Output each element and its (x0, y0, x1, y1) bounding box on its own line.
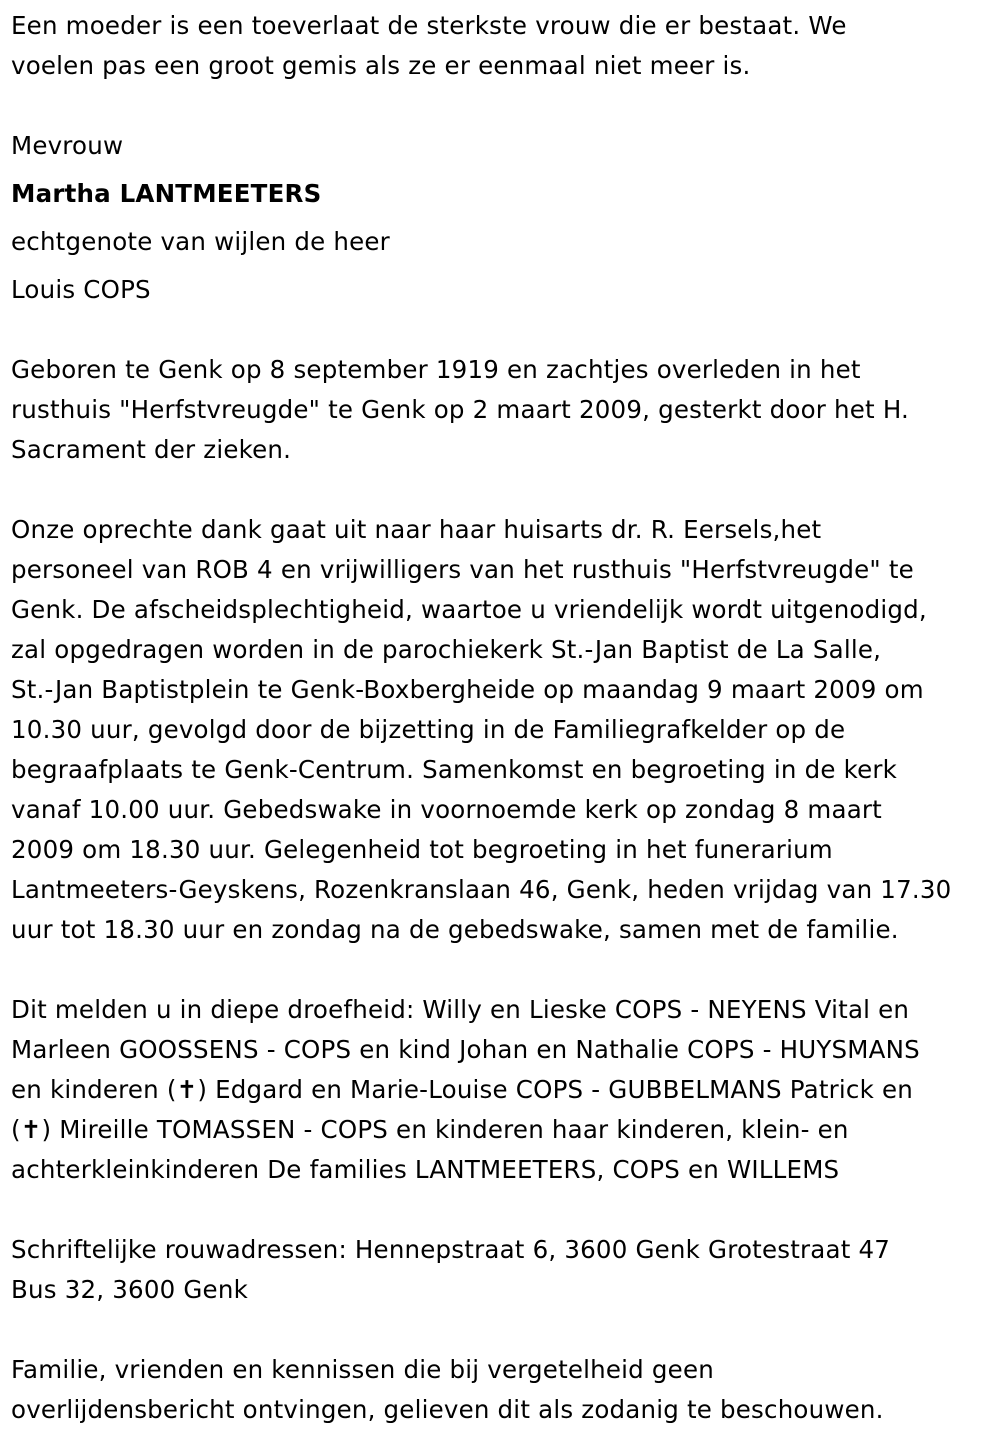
intro-paragraph (11, 6, 991, 86)
text-line: Een moeder is een toeverlaat de sterkste vrouw die er bestaat. We (11, 11, 847, 40)
text-line: Schriftelijke rouwadressen: Hennepstraat 6, 3600 Genk Grotestraat 47 (11, 1235, 891, 1264)
text-line: Marleen GOOSSENS - COPS en kind Johan en Nathalie COPS - HUYSMANS (11, 1035, 920, 1064)
addresses-paragraph (11, 1230, 991, 1310)
text-line: Dit melden u in diepe droefheid: Willy en Lieske COPS - NEYENS Vital en (11, 995, 910, 1024)
text-line: Sacrament der zieken. (11, 435, 292, 464)
text-line: 2009 om 18.30 uur. Gelegenheid tot begroeting in het funerarium (11, 835, 833, 864)
text-line: achterkleinkinderen De families LANTMEETERS, COPS en WILLEMS (11, 1155, 840, 1184)
text-line: Onze oprechte dank gaat uit naar haar huisarts dr. R. Eersels,het (11, 515, 822, 544)
text-line: vanaf 10.00 uur. Gebedswake in voornoemde kerk op zondag 8 maart (11, 795, 882, 824)
deceased-relation: echtgenote van wijlen de heer (11, 227, 390, 256)
birth-death-paragraph (11, 350, 991, 470)
text-line: voelen pas een groot gemis als ze er eenmaal niet meer is. (11, 51, 751, 80)
deceased-title: Mevrouw (11, 131, 124, 160)
text-line: Geboren te Genk op 8 september 1919 en zachtjes overleden in het (11, 355, 861, 384)
closing-paragraph (11, 1350, 991, 1430)
family-paragraph (11, 990, 991, 1190)
text-line: 10.30 uur, gevolgd door de bijzetting in de Familiegrafkelder op de (11, 715, 846, 744)
text-line: Lantmeeters-Geyskens, Rozenkranslaan 46, Genk, heden vrijdag van 17.30 (11, 875, 952, 904)
text-line: St.-Jan Baptistplein te Genk-Boxbergheide op maandag 9 maart 2009 om (11, 675, 924, 704)
text-line: en kinderen (✝) Edgard en Marie-Louise COPS - GUBBELMANS Patrick en (11, 1075, 913, 1104)
text-line: begraafplaats te Genk-Centrum. Samenkomst en begroeting in de kerk (11, 755, 898, 784)
text-line: Bus 32, 3600 Genk (11, 1275, 248, 1304)
text-line: (✝) Mireille TOMASSEN - COPS en kinderen haar kinderen, klein- en (11, 1115, 849, 1144)
text-line: rusthuis "Herfstvreugde" te Genk op 2 maart 2009, gesterkt door het H. (11, 395, 909, 424)
text-line: personeel van ROB 4 en vrijwilligers van het rusthuis "Herfstvreugde" te (11, 555, 914, 584)
text-line: uur tot 18.30 uur en zondag na de gebedswake, samen met de familie. (11, 915, 899, 944)
text-line: Genk. De afscheidsplechtigheid, waartoe u vriendelijk wordt uitgenodigd, (11, 595, 927, 624)
deceased-name: Martha LANTMEETERS (11, 179, 322, 208)
thanks-ceremony-paragraph (11, 510, 991, 950)
deceased-block (11, 122, 991, 314)
text-line: overlijdensbericht ontvingen, gelieven dit als zodanig te beschouwen. (11, 1395, 884, 1424)
text-line: Familie, vrienden en kennissen die bij vergetelheid geen (11, 1355, 714, 1384)
text-line: zal opgedragen worden in de parochiekerk St.-Jan Baptist de La Salle, (11, 635, 882, 664)
deceased-spouse: Louis COPS (11, 275, 151, 304)
